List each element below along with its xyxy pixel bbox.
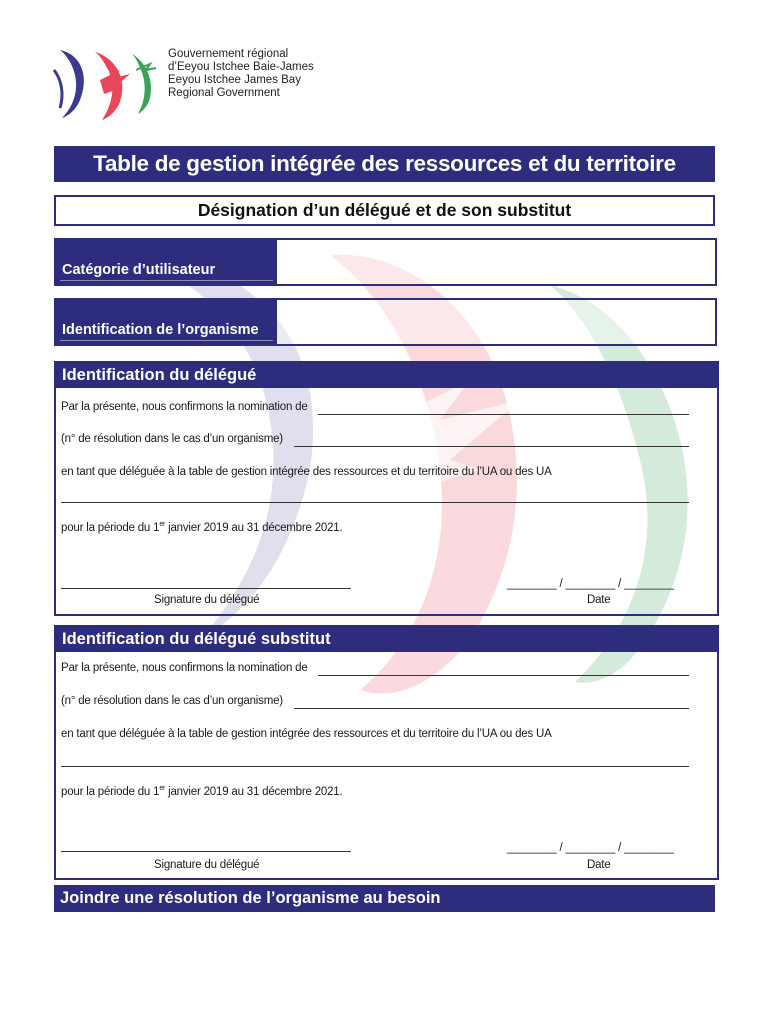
delegate-resolution-text: (n° de résolution dans le cas d’un organisme) (61, 433, 283, 445)
organization-name (168, 48, 314, 100)
organization-label-cell (56, 300, 277, 344)
substitute-heading: Identification du délégué substitut (56, 627, 717, 652)
form-subtitle: Désignation d’un délégué et de son substitut (54, 195, 715, 226)
category-input[interactable] (277, 240, 715, 284)
category-label-cell (56, 240, 277, 284)
delegate-name-input[interactable] (318, 414, 689, 415)
organization-label-rule (60, 340, 273, 341)
category-label: Catégorie d’utilisateur (62, 262, 216, 278)
delegate-signature-input[interactable] (61, 588, 351, 589)
substitute-period-suffix: janvier 2019 au 31 décembre 2021. (165, 785, 343, 798)
organization-field-row (54, 298, 717, 346)
delegate-period-prefix: pour la période du 1 (61, 521, 160, 534)
substitute-nomination-text: Par la présente, nous confirmons la nomination de (61, 662, 308, 674)
category-label-rule (60, 280, 273, 281)
org-line-2: d’Eeyou Istchee Baie-James (168, 61, 314, 73)
substitute-period-prefix: pour la période du 1 (61, 785, 160, 798)
delegate-period-suffix: janvier 2019 au 31 décembre 2021. (165, 521, 343, 534)
resolution-note: Joindre une résolution de l’organisme au besoin (54, 885, 715, 912)
delegate-date-input[interactable]: ________ / ________ / ________ (507, 578, 674, 590)
substitute-resolution-text: (n° de résolution dans le cas d’un organisme) (61, 695, 283, 707)
substitute-date-input[interactable]: ________ / ________ / ________ (507, 842, 674, 854)
org-line-4: Regional Government (168, 87, 280, 99)
delegate-ua-input[interactable] (61, 502, 689, 503)
delegate-section (54, 361, 719, 616)
substitute-section (54, 625, 719, 880)
delegate-heading: Identification du délégué (56, 363, 717, 388)
substitute-name-input[interactable] (318, 675, 689, 676)
substitute-period-text (61, 785, 342, 798)
organization-label: Identification de l’organisme (62, 322, 259, 338)
substitute-resolution-input[interactable] (294, 708, 689, 709)
substitute-ua-input[interactable] (61, 766, 689, 767)
form-title: Table de gestion intégrée des ressources et du territoire (54, 146, 715, 182)
substitute-period-sup: er (159, 785, 166, 792)
delegate-nomination-text: Par la présente, nous confirmons la nomination de (61, 401, 308, 413)
delegate-resolution-input[interactable] (294, 446, 689, 447)
organization-input[interactable] (277, 300, 715, 344)
delegate-date-label: Date (587, 594, 611, 606)
substitute-date-label: Date (587, 859, 611, 871)
delegate-signature-label: Signature du délégué (154, 594, 260, 606)
category-field-row (54, 238, 717, 286)
birds-logo-icon (50, 40, 162, 124)
delegate-period-sup: er (159, 521, 166, 528)
substitute-role-text: en tant que déléguée à la table de gestion intégrée des ressources et du territoire du l’UA ou des UA (61, 728, 552, 740)
delegate-period-text (61, 521, 342, 534)
org-line-3: Eeyou Istchee James Bay (168, 74, 301, 86)
substitute-signature-label: Signature du délégué (154, 859, 260, 871)
delegate-role-text: en tant que déléguée à la table de gestion intégrée des ressources et du territoire du l’UA ou des UA (61, 466, 552, 478)
org-line-1: Gouvernement régional (168, 48, 289, 60)
substitute-signature-input[interactable] (61, 851, 351, 852)
